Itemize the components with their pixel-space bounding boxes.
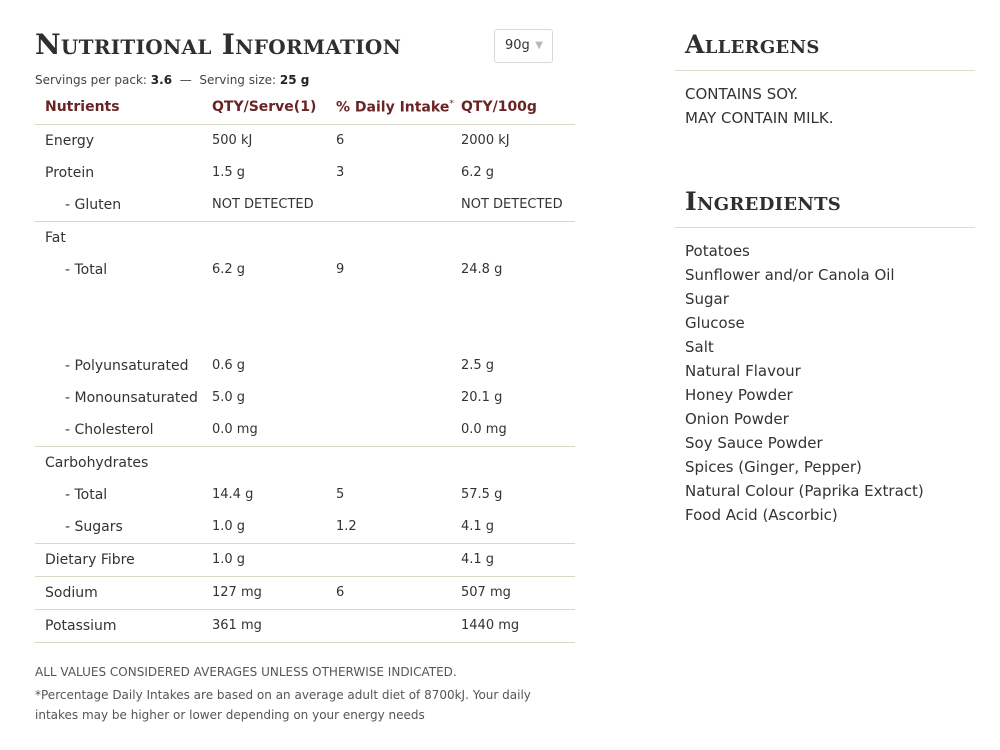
table-row: [35, 511, 575, 544]
ingredient-item: Natural Colour (Paprika Extract): [685, 482, 924, 500]
allergen-item: MAY CONTAIN MILK.: [685, 109, 834, 127]
col-daily-intake: [336, 99, 454, 116]
qty-100g: 24.8 g: [461, 262, 503, 277]
nutrient-name: Potassium: [45, 618, 117, 634]
nutrient-name: - Cholesterol: [65, 422, 154, 438]
allergens-title: Allergens: [685, 30, 820, 59]
chevron-down-icon: ▼: [535, 40, 543, 51]
col-qty-serve: QTY/Serve(1): [212, 99, 317, 115]
qty-serve: NOT DETECTED: [212, 197, 314, 212]
serving-size-label: Serving size:: [199, 73, 277, 87]
table-row: [35, 189, 575, 222]
table-row: [35, 414, 575, 447]
daily-intake-marker: *: [449, 99, 454, 109]
qty-100g: 2.5 g: [461, 358, 495, 373]
daily-intake: 9: [336, 262, 345, 277]
qty-serve: 1.0 g: [212, 552, 246, 567]
servings-info: Servings per pack: 3.6 — Serving size: 25 g: [35, 73, 310, 87]
col-qty-100g: QTY/100g: [461, 99, 537, 115]
table-row: [35, 254, 575, 350]
qty-100g: 507 mg: [461, 585, 511, 600]
ingredient-item: Natural Flavour: [685, 362, 801, 380]
qty-serve: 361 mg: [212, 618, 262, 633]
qty-serve: 5.0 g: [212, 390, 246, 405]
servings-label: Servings per pack:: [35, 73, 147, 87]
table-row: [35, 479, 575, 511]
ingredient-item: Salt: [685, 338, 714, 356]
qty-100g: 0.0 mg: [461, 422, 507, 437]
col-nutrients: Nutrients: [45, 99, 120, 115]
ingredient-item: Food Acid (Ascorbic): [685, 506, 838, 524]
serving-size-value: 90g: [505, 38, 530, 53]
daily-intake: 1.2: [336, 519, 357, 534]
nutrient-name: - Monounsaturated: [65, 390, 198, 406]
daily-intake: 6: [336, 133, 345, 148]
ingredient-item: Onion Powder: [685, 410, 789, 428]
ingredient-item: Soy Sauce Powder: [685, 434, 823, 452]
nutrition-title: Nutritional Information: [35, 28, 402, 61]
nutrient-name: - Gluten: [65, 197, 122, 213]
servings-value: 3.6: [150, 73, 173, 87]
nutrient-name: - Sugars: [65, 519, 123, 535]
nutrient-name: Carbohydrates: [45, 455, 149, 471]
qty-serve: 127 mg: [212, 585, 262, 600]
qty-100g: 2000 kJ: [461, 133, 510, 148]
daily-intake: 3: [336, 165, 345, 180]
ingredient-item: Potatoes: [685, 242, 750, 260]
qty-serve: 6.2 g: [212, 262, 246, 277]
nutrient-name: Energy: [45, 133, 95, 149]
qty-100g: 4.1 g: [461, 552, 495, 567]
ingredient-item: Sugar: [685, 290, 729, 308]
allergens-divider: [675, 70, 975, 71]
qty-serve: 1.0 g: [212, 519, 246, 534]
qty-serve: 0.6 g: [212, 358, 246, 373]
qty-100g: 4.1 g: [461, 519, 495, 534]
nutrient-name: Protein: [45, 165, 95, 181]
table-row: [35, 610, 575, 643]
ingredients-title: Ingredients: [685, 187, 842, 216]
qty-100g: 20.1 g: [461, 390, 503, 405]
table-row: [35, 157, 575, 189]
ingredient-item: Honey Powder: [685, 386, 793, 404]
footer-intake-note: *Percentage Daily Intakes are based on an average adult diet of 8700kJ. Your daily intakes may be higher or lower depending on your energy needs: [35, 688, 531, 722]
qty-100g: 57.5 g: [461, 487, 503, 502]
ingredients-divider: [675, 227, 975, 228]
table-row: [35, 350, 575, 382]
daily-intake: 6: [336, 585, 345, 600]
nutrient-name: - Total: [65, 487, 108, 503]
table-row: [35, 125, 575, 157]
qty-100g: 6.2 g: [461, 165, 495, 180]
ingredient-item: Sunflower and/or Canola Oil: [685, 266, 895, 284]
footer-note: ALL VALUES CONSIDERED AVERAGES UNLESS OTHERWISE INDICATED.: [35, 665, 457, 679]
qty-serve: 14.4 g: [212, 487, 254, 502]
nutrient-name: Dietary Fibre: [45, 552, 135, 568]
allergens-list: [685, 82, 833, 130]
nutrition-table: [35, 92, 575, 643]
serving-size-amount: 25 g: [279, 73, 310, 87]
nutrient-name: - Total: [65, 262, 108, 278]
allergen-item: CONTAINS SOY.: [685, 85, 799, 103]
ingredient-item: Spices (Ginger, Pepper): [685, 458, 862, 476]
nutrient-name: Sodium: [45, 585, 98, 601]
serving-size-select[interactable]: [494, 29, 553, 63]
qty-serve: 1.5 g: [212, 165, 246, 180]
qty-serve: 500 kJ: [212, 133, 253, 148]
qty-100g: NOT DETECTED: [461, 197, 563, 212]
table-header: [35, 92, 575, 125]
nutrient-name: Fat: [45, 230, 66, 246]
table-row: [35, 544, 575, 577]
table-row: [35, 222, 575, 254]
table-row: [35, 577, 575, 610]
table-row: [35, 447, 575, 479]
ingredients-list: [685, 239, 924, 527]
table-row: [35, 382, 575, 414]
nutrient-name: - Polyunsaturated: [65, 358, 189, 374]
daily-intake: 5: [336, 487, 345, 502]
ingredient-item: Glucose: [685, 314, 745, 332]
qty-100g: 1440 mg: [461, 618, 520, 633]
qty-serve: 0.0 mg: [212, 422, 258, 437]
col-daily-intake-label: % Daily Intake: [336, 99, 450, 116]
